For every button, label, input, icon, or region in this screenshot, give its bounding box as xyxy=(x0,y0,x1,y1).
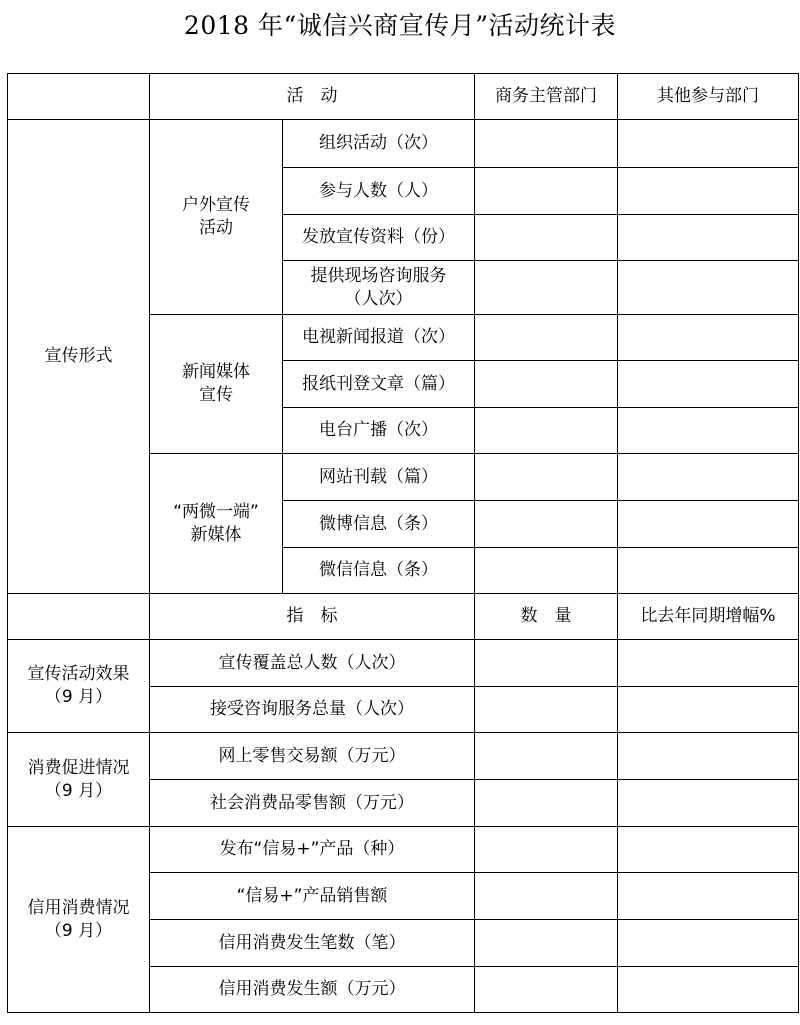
item-label: 微博信息（条） xyxy=(283,501,475,548)
item-label: 信用消费发生额（万元） xyxy=(150,967,475,1013)
item-label: 发放宣传资料（份） xyxy=(283,215,475,261)
group-label-news-media: 新闻媒体 宣传 xyxy=(150,315,283,454)
input-cell[interactable] xyxy=(475,315,618,361)
input-cell[interactable] xyxy=(475,780,618,827)
item-label: 提供现场咨询服务 （人次） xyxy=(283,261,475,315)
header-activity: 活 动 xyxy=(150,74,475,120)
item-label: 接受咨询服务总量（人次） xyxy=(150,687,475,733)
input-cell[interactable] xyxy=(618,733,799,780)
group-label-new-media: “两微一端” 新媒体 xyxy=(150,454,283,594)
header-yoy-growth: 比去年同期增幅% xyxy=(618,594,799,640)
item-label: 报纸刊登文章（篇） xyxy=(283,361,475,408)
item-label: 电台广播（次） xyxy=(283,408,475,454)
item-label: 社会消费品零售额（万元） xyxy=(150,780,475,827)
item-label: 组织活动（次） xyxy=(283,120,475,168)
input-cell[interactable] xyxy=(475,120,618,168)
page-title: 2018 年“诚信兴商宣传月”活动统计表 xyxy=(183,11,617,40)
input-cell[interactable] xyxy=(618,548,799,594)
input-cell[interactable] xyxy=(618,361,799,408)
input-cell[interactable] xyxy=(618,501,799,548)
header-corner-cell xyxy=(8,594,150,640)
table-row xyxy=(8,640,799,687)
item-label: 参与人数（人） xyxy=(283,168,475,215)
statistics-table xyxy=(7,73,799,1013)
header-other-dept: 其他参与部门 xyxy=(618,74,799,120)
section-label-credit-consumption: 信用消费情况 （9 月） xyxy=(8,827,150,1013)
item-label: 网上零售交易额（万元） xyxy=(150,733,475,780)
section-label-publicity-form: 宣传形式 xyxy=(8,120,150,594)
header-indicator: 指 标 xyxy=(150,594,475,640)
input-cell[interactable] xyxy=(475,501,618,548)
input-cell[interactable] xyxy=(618,640,799,687)
input-cell[interactable] xyxy=(475,920,618,967)
section-label-consumption-promotion: 消费促进情况 （9 月） xyxy=(8,733,150,827)
input-cell[interactable] xyxy=(475,361,618,408)
input-cell[interactable] xyxy=(475,640,618,687)
header-commerce-dept: 商务主管部门 xyxy=(475,74,618,120)
input-cell[interactable] xyxy=(475,408,618,454)
input-cell[interactable] xyxy=(618,827,799,873)
input-cell[interactable] xyxy=(475,733,618,780)
item-label: 宣传覆盖总人数（人次） xyxy=(150,640,475,687)
section-label-publicity-effect: 宣传活动效果 （9 月） xyxy=(8,640,150,733)
input-cell[interactable] xyxy=(618,780,799,827)
input-cell[interactable] xyxy=(475,215,618,261)
input-cell[interactable] xyxy=(618,315,799,361)
input-cell[interactable] xyxy=(618,215,799,261)
item-label: 电视新闻报道（次） xyxy=(283,315,475,361)
input-cell[interactable] xyxy=(475,454,618,501)
input-cell[interactable] xyxy=(618,967,799,1013)
header-corner-cell xyxy=(8,74,150,120)
input-cell[interactable] xyxy=(475,967,618,1013)
input-cell[interactable] xyxy=(618,873,799,920)
item-label: 网站刊载（篇） xyxy=(283,454,475,501)
input-cell[interactable] xyxy=(475,873,618,920)
input-cell[interactable] xyxy=(475,168,618,215)
input-cell[interactable] xyxy=(618,687,799,733)
input-cell[interactable] xyxy=(618,168,799,215)
table-row xyxy=(8,120,799,168)
input-cell[interactable] xyxy=(618,454,799,501)
item-label: “信易+”产品销售额 xyxy=(150,873,475,920)
item-label: 微信信息（条） xyxy=(283,548,475,594)
header-row-activity xyxy=(8,74,799,120)
input-cell[interactable] xyxy=(618,120,799,168)
group-label-outdoor: 户外宣传 活动 xyxy=(150,120,283,315)
item-label: 发布“信易+”产品（种） xyxy=(150,827,475,873)
input-cell[interactable] xyxy=(618,920,799,967)
item-label: 信用消费发生笔数（笔） xyxy=(150,920,475,967)
header-quantity: 数 量 xyxy=(475,594,618,640)
table-row xyxy=(8,733,799,780)
header-row-indicator xyxy=(8,594,799,640)
table-row xyxy=(8,827,799,873)
input-cell[interactable] xyxy=(618,261,799,315)
input-cell[interactable] xyxy=(618,408,799,454)
input-cell[interactable] xyxy=(475,261,618,315)
input-cell[interactable] xyxy=(475,687,618,733)
input-cell[interactable] xyxy=(475,827,618,873)
input-cell[interactable] xyxy=(475,548,618,594)
